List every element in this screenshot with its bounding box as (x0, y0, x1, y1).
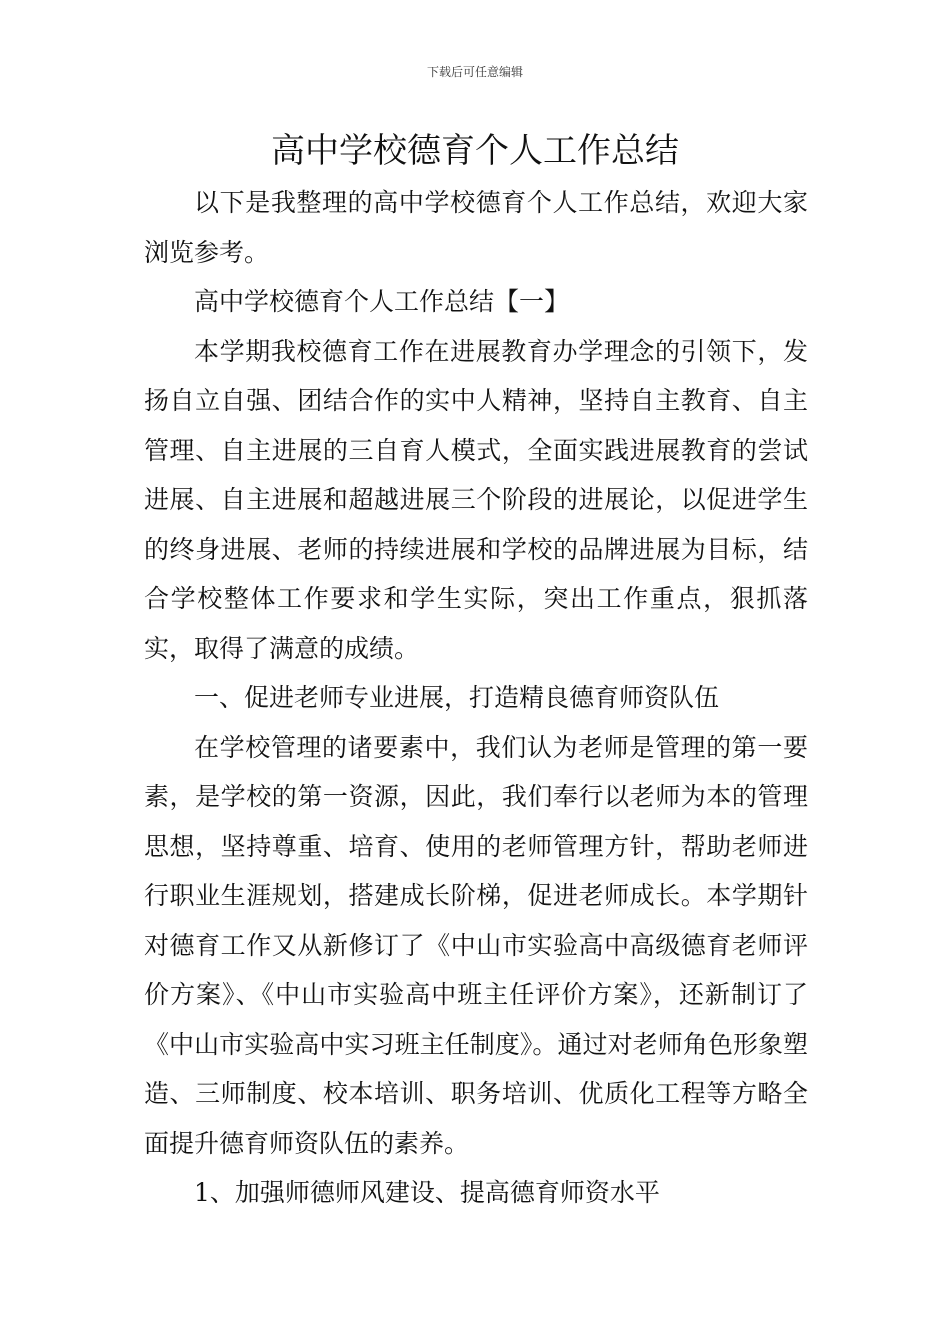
body-paragraph: 在学校管理的诸要素中，我们认为老师是管理的第一要素，是学校的第一资源，因此，我们奉行以老师为本的管理思想，坚持尊重、培育、使用的老师管理方针，帮助老师进行职业生涯规划，搭建成长阶梯，促进老师成长。本学期针对德育工作又从新修订了《中山市实验高中高级德育老师评价方案》、《中山市实验高中班主任评价方案》，还新制订了《中山市实验高中实习班主任制度》。通过对老师角色形象塑造、三师制度、校本培训、职务培训、优质化工程等方略全面提升德育师资队伍的素养。 (144, 732, 808, 1158)
subsection-heading: 一、促进老师专业进展，打造精良德育师资队伍 (194, 683, 720, 712)
download-note: 下载后可任意编辑 (426, 65, 523, 79)
document-body (144, 178, 808, 1218)
section-heading: 高中学校德育个人工作总结【一】 (194, 287, 570, 316)
document-title: 高中学校德育个人工作总结 (271, 131, 679, 171)
body-paragraph: 本学期我校德育工作在进展教育办学理念的引领下，发扬自立自强、团结合作的实中人精神，坚持自主教育、自主管理、自主进展的三自育人模式，全面实践进展教育的尝试进展、自主进展和超越进展三个阶段的进展论，以促进学生的终身进展、老师的持续进展和学校的品牌进展为目标，结合学校整体工作要求和学生实际，突出工作重点，狠抓落实，取得了满意的成绩。 (144, 336, 808, 663)
intro-paragraph: 以下是我整理的高中学校德育个人工作总结，欢迎大家浏览参考。 (144, 188, 808, 267)
subsection-heading: 1、加强师德师风建设、提高德育师资水平 (194, 1178, 660, 1207)
